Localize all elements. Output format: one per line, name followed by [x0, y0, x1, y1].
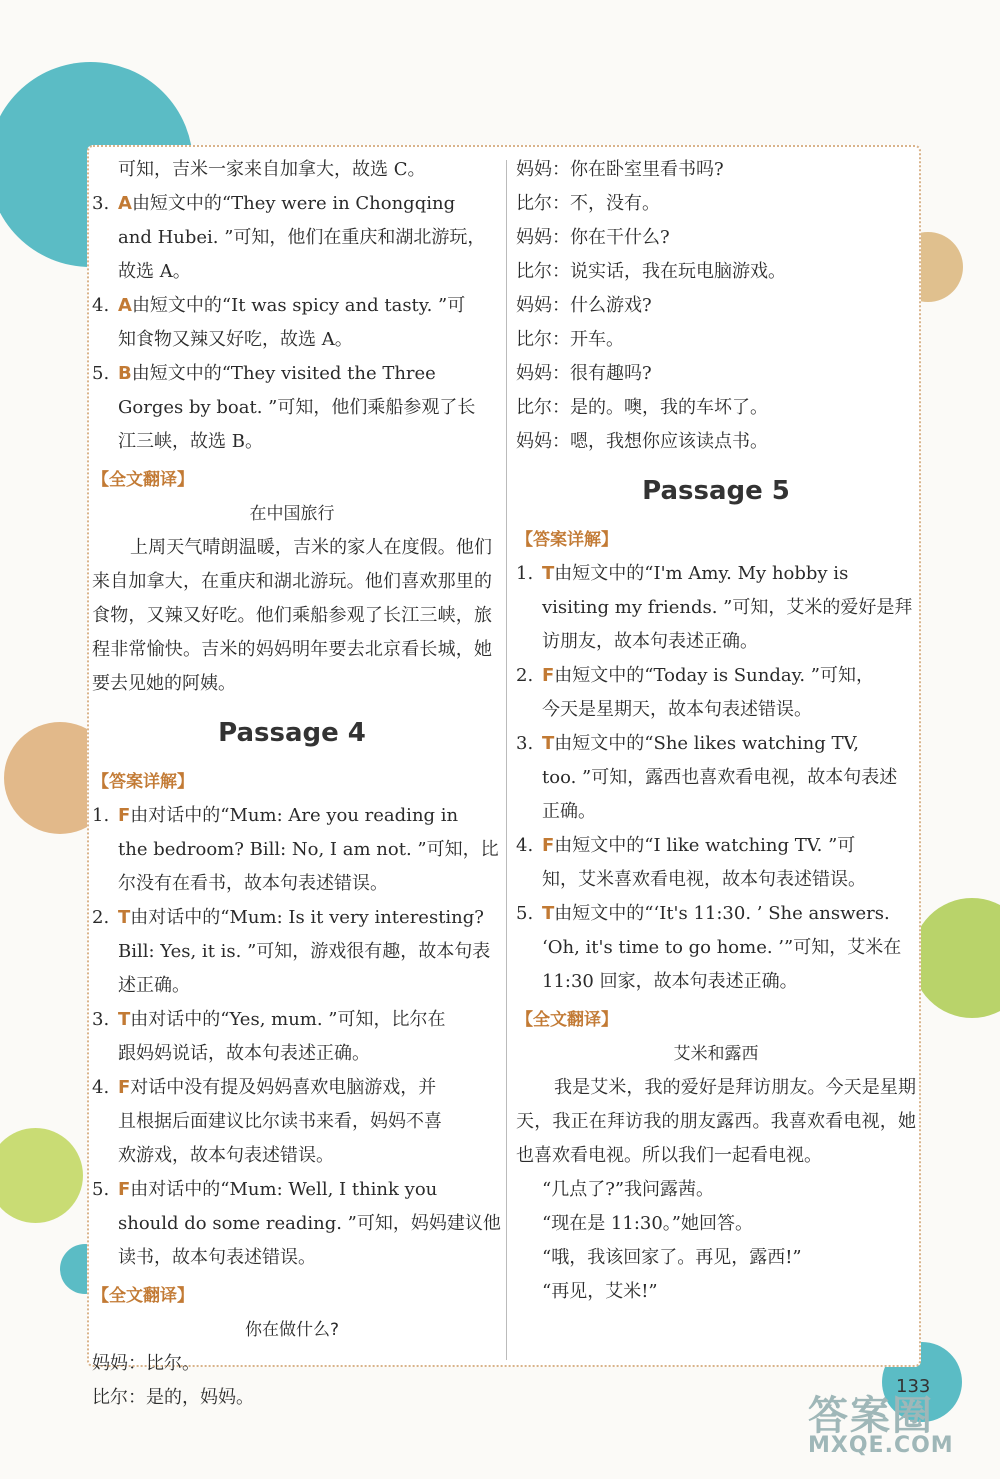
quote-line: “再见，艾米!” — [542, 1281, 658, 1302]
answer-letter: F — [118, 805, 131, 826]
dialog-line: 妈妈：你在干什么? — [516, 227, 670, 248]
decor-circle-green — [912, 898, 1000, 1018]
article-title: 艾米和露西 — [673, 1044, 759, 1064]
answer-letter: T — [118, 907, 131, 928]
dialog-line: 比尔：是的，妈妈。 — [92, 1387, 254, 1408]
answer-letter: F — [118, 1077, 131, 1098]
continued-line: 可知，吉米一家来自加拿大，故选 C。 — [118, 159, 426, 180]
dialog-line: 比尔：开车。 — [516, 329, 624, 350]
dialog-title: 你在做什么? — [244, 1320, 340, 1340]
column-divider — [506, 160, 507, 1360]
answer-item-3: 3. T由短文中的“She likes watching TV, too. ”可知，露西也喜欢看电视，故本句表述 正确。 — [516, 733, 898, 822]
section-heading-answers: 【答案详解】 — [516, 530, 618, 550]
dialog-line: 比尔：是的。噢，我的车坏了。 — [516, 397, 768, 418]
watermark-url: MXQE.COM — [808, 1433, 954, 1458]
answer-item-2: 2. T由对话中的“Mum: Is it very interesting? Bill: Yes, it is. ”可知，游戏很有趣，故本句表 述正确。 — [92, 907, 491, 996]
answer-item-3: 3. A由短文中的“They were in Chongqing and Hubei. ”可知，他们在重庆和湖北游玩， 故选 A。 — [92, 193, 486, 282]
page-number: 133 — [896, 1376, 931, 1397]
translation-paragraph: 我是艾米，我的爱好是拜访朋友。今天是星期天，我正在拜访我的朋友露西。我喜欢看电视，她也喜欢看电视。所以我们一起看电视。 — [516, 1077, 916, 1166]
answer-letter: F — [542, 835, 555, 856]
dialog-line: 比尔：说实话，我在玩电脑游戏。 — [516, 261, 786, 282]
answer-item-3b: 3. T由对话中的“Yes, mum. ”可知，比尔在 跟妈妈说话，故本句表述正确。 — [92, 1009, 446, 1064]
answer-item-4: 4. A由短文中的“It was spicy and tasty. ”可 知食物又辣又好吃，故选 A。 — [92, 295, 466, 350]
answer-letter: T — [118, 1009, 131, 1030]
answer-item-2: 2. F由短文中的“Today is Sunday. ”可知， 今天是星期天，故本句表述错误。 — [516, 665, 874, 720]
passage-title: Passage 5 — [642, 476, 790, 506]
answer-item-1: 1. T由短文中的“I'm Amy. My hobby is visiting my friends. ”可知，艾米的爱好是拜 访朋友，故本句表述正确。 — [516, 563, 913, 652]
answer-item-5: 5. B由短文中的“They visited the Three Gorges by boat. ”可知，他们乘船参观了长 江三峡，故选 B。 — [92, 363, 476, 452]
left-column — [92, 153, 501, 1415]
dialog-line: 妈妈：什么游戏? — [516, 295, 652, 316]
answer-item-4b: 4. F对话中没有提及妈妈喜欢电脑游戏，并 且根据后面建议比尔读书来看，妈妈不喜 欢游戏，故本句表述错误。 — [92, 1077, 442, 1166]
answer-letter: T — [542, 903, 555, 924]
answer-letter: F — [118, 1179, 131, 1200]
article-title: 在中国旅行 — [249, 504, 335, 524]
answer-item-1: 1. F由对话中的“Mum: Are you reading in the bedroom? Bill: No, I am not. ”可知，比 尔没有在看书，故本句表述错误。 — [92, 805, 499, 894]
answer-letter: T — [542, 733, 555, 754]
section-heading-translation-2: 【全文翻译】 — [92, 1286, 194, 1306]
watermark-brand: 答案圈 — [808, 1393, 934, 1439]
answer-item-5b: 5. F由对话中的“Mum: Well, I think you should do some reading. ”可知，妈妈建议他 读书，故本句表述错误。 — [92, 1179, 501, 1268]
section-heading-translation: 【全文翻译】 — [516, 1010, 618, 1030]
section-heading-answers: 【答案详解】 — [92, 772, 194, 792]
answer-letter: F — [542, 665, 555, 686]
quote-line: “哦，我该回家了。再见，露西!” — [542, 1247, 802, 1268]
answer-item-5: 5. T由短文中的“‘It's 11:30. ’ She answers. ‘Oh, it's time to go home. ’”可知，艾米在 11:30 回家，故本句表述正确。 — [516, 903, 902, 992]
quote-line: “现在是 11:30。”她回答。 — [542, 1213, 753, 1234]
answer-letter: A — [118, 193, 132, 214]
translation-paragraph: 上周天气晴朗温暖，吉米的家人在度假。他们来自加拿大，在重庆和湖北游玩。他们喜欢那里的食物，又辣又好吃。他们乘船参观了长江三峡，旅程非常愉快。吉米的妈妈明年要去北京看长城，她要去见她的阿姨。 — [92, 537, 492, 694]
answer-letter: A — [118, 295, 132, 316]
dialog-line: 妈妈：很有趣吗? — [516, 363, 652, 384]
right-column — [516, 153, 916, 1309]
dialog-line: 妈妈：你在卧室里看书吗? — [516, 159, 724, 180]
answer-letter: T — [542, 563, 555, 584]
dialog-line: 妈妈：嗯，我想你应该读点书。 — [516, 431, 768, 452]
section-heading-translation: 【全文翻译】 — [92, 470, 194, 490]
dialog-line: 妈妈：比尔。 — [92, 1353, 200, 1374]
decor-circle-green-left — [0, 1128, 83, 1223]
answer-item-4: 4. F由短文中的“I like watching TV. ”可 知，艾米喜欢看电视，故本句表述错误。 — [516, 835, 866, 890]
answer-letter: B — [118, 363, 132, 384]
quote-line: “几点了?”我问露茜。 — [542, 1179, 715, 1200]
passage-title: Passage 4 — [218, 718, 366, 748]
dialog-line: 比尔：不，没有。 — [516, 193, 660, 214]
watermark — [808, 1384, 954, 1458]
